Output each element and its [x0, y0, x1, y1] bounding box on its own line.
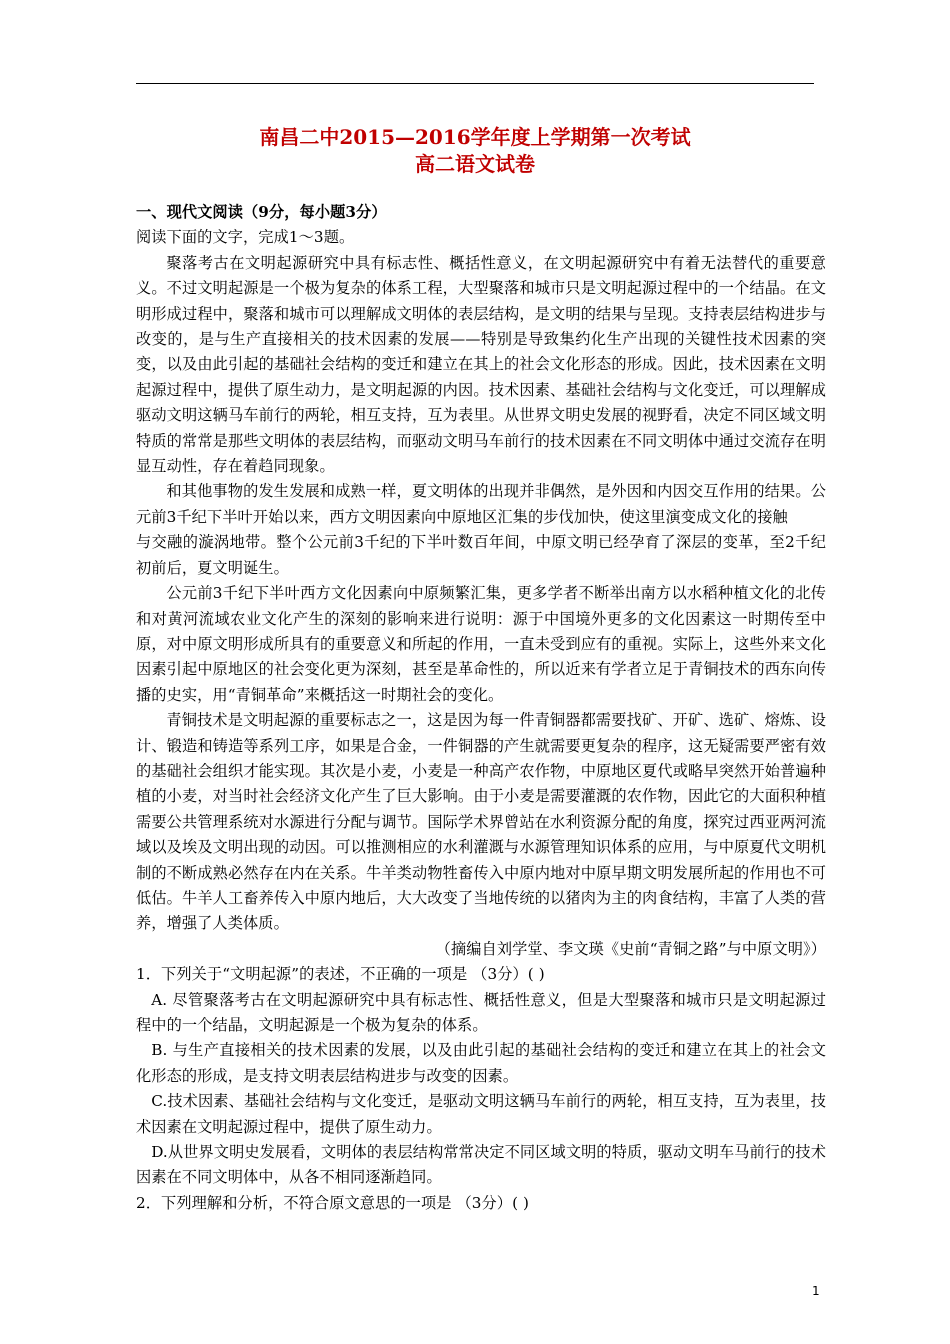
section-heading: 一、现代文阅读（9分，每小题3分）: [136, 203, 387, 221]
passage-paragraph: 与交融的漩涡地带。整个公元前3千纪的下半叶数百年间，中原文明已经孕育了深层的变革，至2千纪初前后，夏文明诞生。: [136, 533, 826, 577]
question-stem: 2．下列理解和分析，不符合原文意思的一项是 （3分）( ): [136, 1193, 530, 1212]
question-stem: 1．下列关于“文明起源”的表述，不正确的一项是 （3分）( ): [136, 965, 545, 984]
passage-source: （摘编自刘学堂、李文瑛《史前“青铜之路”与中原文明》）: [435, 939, 826, 958]
exam-title: 南昌二中2015—2016学年度上学期第一次考试: [259, 125, 691, 149]
exam-subtitle: 高二语文试卷: [415, 152, 535, 176]
header-rule: [136, 83, 814, 84]
question-option: A. 尽管聚落考古在文明起源研究中具有标志性、概括性意义，但是大型聚落和城市只是文明起源过程中的一个结晶，文明起源是一个极为复杂的体系。: [136, 990, 826, 1034]
passage-paragraph: 和其他事物的发生发展和成熟一样，夏文明体的出现并非偶然，是外因和内因交互作用的结果。公元前3千纪下半叶开始以来，西方文明因素向中原地区汇集的步伐加快，使这里演变成文化的接触: [136, 482, 826, 526]
passage-paragraph: 公元前3千纪下半叶西方文化因素向中原频繁汇集，更多学者不断举出南方以水稻种植文化的北传和对黄河流域农业文化产生的深刻的影响来进行说明：源于中国境外更多的文化因素这一时期传至中原，对中原文明形成所具有的重要意义和所起的作用，一直未受到应有的重视。实际上，这些外来文化因素引起中原地区的社会变化更为深刻，甚至是革命性的，所以近来有学者立足于青铜技术的西东向传播的史实，用“青铜革命”来概括这一时期社会的变化。: [136, 584, 826, 704]
document-body: [136, 200, 826, 1216]
question-option: C.技术因素、基础社会结构与文化变迁，是驱动文明这辆马车前行的两轮，相互支持，互为表里，技术因素在文明起源过程中，提供了原生动力。: [136, 1092, 826, 1136]
passage-paragraph: 青铜技术是文明起源的重要标志之一，这是因为每一件青铜器都需要找矿、开矿、选矿、熔炼、设计、锻造和铸造等系列工序，如果是合金，一件铜器的产生就需要更复杂的程序，这无疑需要严密有效的基础社会组织才能实现。其次是小麦，小麦是一种高产农作物，中原地区夏代或略早突然开始普遍种植的小麦，对当时社会经济文化产生了巨大影响。由于小麦是需要灌溉的农作物，因此它的大面积种植需要公共管理系统对水源进行分配与调节。国际学术界曾站在水利资源分配的角度，探究过西亚两河流域以及埃及文明出现的动因。可以推测相应的水利灌溉与水源管理知识体系的应用，与中原夏代文明机制的不断成熟必然存在内在关系。牛羊类动物牲畜传入中原内地对中原早期文明发展所起的作用也不可低估。牛羊人工畜养传入中原内地后，大大改变了当地传统的以猪肉为主的肉食结构，丰富了人类的营养，增强了人类体质。: [136, 711, 826, 933]
question-option: B. 与生产直接相关的技术因素的发展，以及由此引起的基础社会结构的变迁和建立在其上的社会文化形态的形成，是支持文明表层结构进步与改变的因素。: [136, 1041, 826, 1085]
page-number: 1: [812, 1284, 820, 1298]
question-option: D.从世界文明史发展看，文明体的表层结构常常决定不同区域文明的特质，驱动文明车马前行的技术因素在不同文明体中，从各不相同逐渐趋同。: [136, 1143, 826, 1187]
passage-paragraph: 聚落考古在文明起源研究中具有标志性、概括性意义，在文明起源研究中有着无法替代的重要意义。不过文明起源是一个极为复杂的体系工程，大型聚落和城市只是文明起源过程中的一个结晶。在文明形成过程中，聚落和城市可以理解成文明体的表层结构，是文明的结果与呈现。支持表层结构进步与改变的，是与生产直接相关的技术因素的发展——特别是导致集约化生产出现的关键性技术因素的突变，以及由此引起的基础社会结构的变迁和建立在其上的社会文化形态的形成。因此，技术因素在文明起源过程中，提供了原生动力，是文明起源的内因。技术因素、基础社会结构与文化变迁，可以理解成驱动文明这辆马车前行的两轮，相互支持，互为表里。从世界文明史发展的视野看，决定不同区域文明特质的常常是那些文明体的表层结构，而驱动文明马车前行的技术因素在不同文明体中通过交流存在明显互动性，存在着趋同现象。: [136, 253, 826, 476]
reading-instruction: 阅读下面的文字，完成1～3题。: [136, 228, 355, 247]
